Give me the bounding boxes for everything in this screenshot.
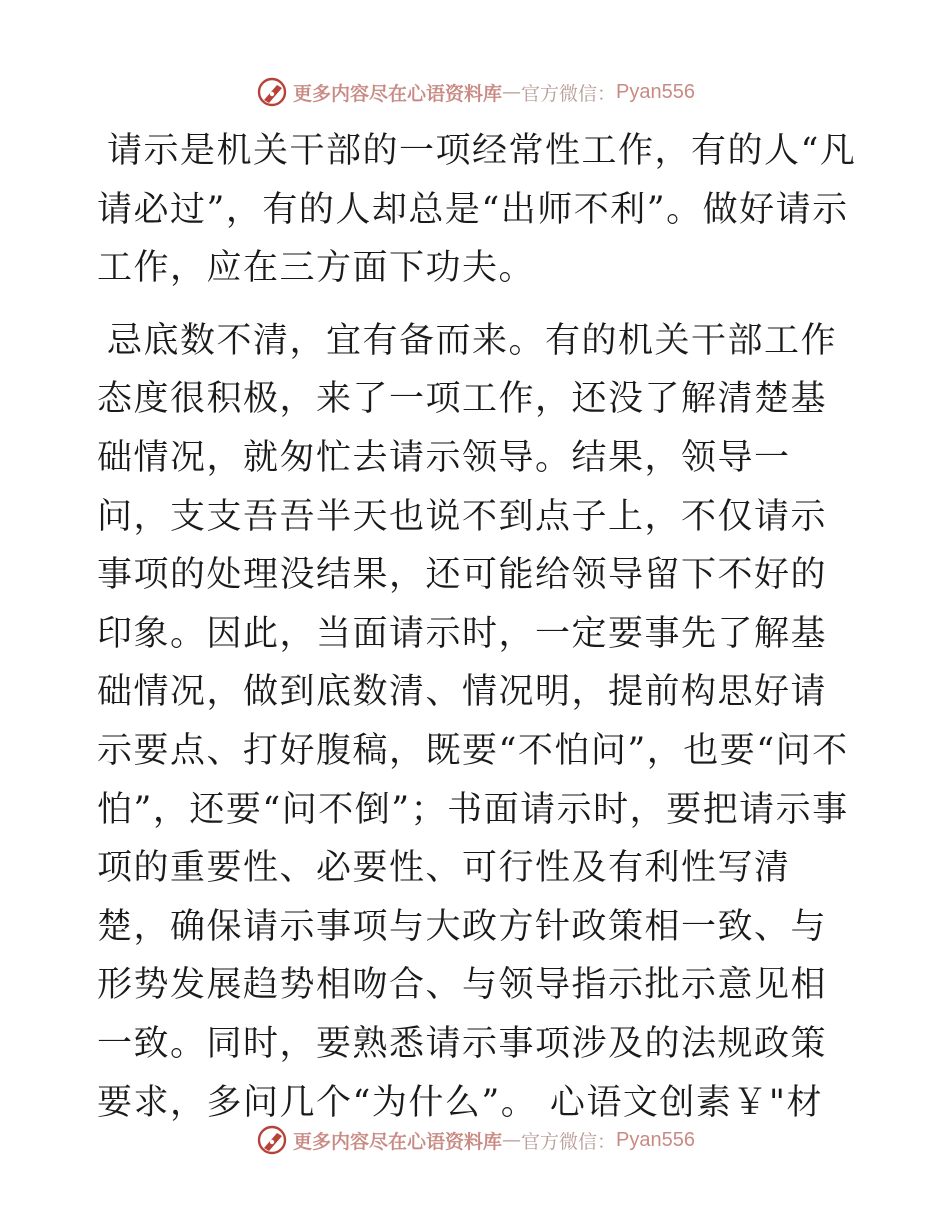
header-wechat-id: Pyan556 [616,80,695,103]
header-dash: — [502,81,522,103]
paragraph-main: 忌底数不清，宜有备而来。有的机关干部工作态度很积极，来了一项工作，还没了解清楚基础情况，就匆忙去请示领导。结果，领导一问，支支吾吾半天也说不到点子上，不仅请示事项的处理没结果，还可能给领导留下不好的印象。因此，当面请示时，一定要事先了解基础情况，做到底数清、情况明，提前构思好请示要点、打好腹稿，既要“不怕问”，也要“问不怕”，还要“问不倒”；书面请示时，要把请示事项的重要性、必要性、可行性及有利性写清楚，确保请示事项与大政方针政策相一致、与形势发展趋势相吻合、与领导指示批示意见相一致。同时，要熟悉请示事项涉及的法规政策要求，多问几个“为什么”。 心语文创素￥"材 [97,320,849,1123]
footer-wechat-id: Pyan556 [616,1128,695,1151]
footer-dash: — [502,1129,522,1151]
header-brand-text: 更多内容尽在心语资料库 [293,82,503,105]
header-official-label: 官方微信： [521,82,617,105]
footer-official-label: 官方微信： [521,1130,617,1153]
document-body [97,122,857,1132]
pen-nib-logo-icon [255,1123,289,1157]
footer-brand-text: 更多内容尽在心语资料库 [293,1130,503,1153]
footer-banner [0,1120,950,1160]
paragraph-intro: 请示是机关干部的一项经常性工作，有的人“凡请必过”，有的人却总是“出师不利”。做好请示工作，应在三方面下功夫。 [97,131,857,289]
header-banner [0,72,950,112]
pen-nib-logo-icon [255,75,289,109]
